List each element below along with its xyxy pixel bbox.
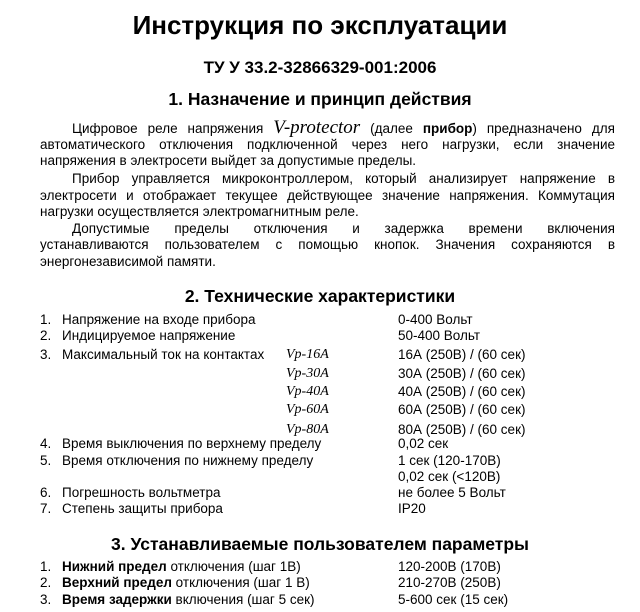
rest-text: ) предназначено для bbox=[472, 121, 615, 136]
param-name: Верхний предел bbox=[62, 575, 172, 590]
device-term: прибор bbox=[422, 121, 473, 136]
brand-name: V-protector bbox=[273, 117, 361, 138]
spec-value: 80А (250В) / (60 сек) bbox=[398, 422, 526, 437]
param-value: 120-200В (170В) bbox=[398, 559, 501, 574]
model-name: Vp-80A bbox=[286, 422, 329, 437]
spec-label: Напряжение на входе прибора bbox=[62, 312, 256, 327]
spec-row bbox=[0, 485, 640, 501]
spec-value: 0,02 сек (<120В) bbox=[398, 469, 501, 484]
spec-value: 1 сек (120-170В) bbox=[398, 453, 501, 468]
spec-value: 40А (250В) / (60 сек) bbox=[398, 384, 526, 399]
spec-value: 16А (250В) / (60 сек) bbox=[398, 347, 526, 362]
spec-value: 50-400 Вольт bbox=[398, 328, 481, 343]
list-number: 6. bbox=[40, 485, 52, 500]
spec-subrow bbox=[0, 384, 640, 400]
list-number: 5. bbox=[40, 453, 52, 468]
model-name: Vp-40A bbox=[286, 384, 329, 399]
spec-value: 30А (250В) / (60 сек) bbox=[398, 366, 526, 381]
list-number: 1. bbox=[40, 312, 52, 327]
param-desc: включения (шаг 5 сек) bbox=[175, 592, 315, 607]
document-title: Инструкция по эксплуатации bbox=[132, 10, 508, 40]
param-desc: отключения (шаг 1В) bbox=[170, 559, 301, 574]
spec-label: Степень защиты прибора bbox=[62, 501, 223, 516]
param-label bbox=[62, 559, 301, 575]
param-label bbox=[62, 575, 310, 591]
spec-value: не более 5 Вольт bbox=[398, 485, 506, 500]
spec-value: 0-400 Вольт bbox=[398, 312, 473, 327]
paragraph-2-line-3: нагрузки осуществляется электромагнитным реле. bbox=[40, 204, 359, 219]
spec-label: Время выключения по верхнему пределу bbox=[62, 436, 322, 451]
spec-row bbox=[0, 347, 640, 363]
list-number: 3. bbox=[40, 592, 52, 607]
paragraph-2-line-2: электросети и отображает текущее действующее значение напряжения. Коммутация bbox=[40, 188, 615, 203]
model-name: Vp-60A bbox=[286, 402, 329, 417]
model-name: Vp-30A bbox=[286, 366, 329, 381]
param-name: Время задержки bbox=[62, 592, 172, 607]
intro-text: Цифровое реле напряжения bbox=[72, 121, 264, 136]
param-label bbox=[62, 592, 315, 608]
spec-row bbox=[0, 436, 640, 452]
paragraph-3-line-1: Допустимые пределы отключения и задержка времени включения bbox=[72, 221, 615, 236]
param-row bbox=[0, 592, 640, 608]
spec-subrow bbox=[0, 402, 640, 418]
spec-subrow bbox=[0, 366, 640, 382]
param-row bbox=[0, 559, 640, 575]
spec-value: 0,02 сек bbox=[398, 436, 449, 451]
model-name: Vp-16A bbox=[286, 347, 329, 362]
param-row bbox=[0, 575, 640, 591]
spec-row bbox=[0, 312, 640, 328]
section-3-heading: 3. Устанавливаемые пользователем параметры bbox=[110, 534, 530, 554]
spec-row bbox=[0, 501, 640, 517]
paragraph-2-line-1: Прибор управляется микроконтроллером, который анализирует напряжение в bbox=[72, 171, 615, 186]
paragraph-1-line-1 bbox=[72, 117, 615, 138]
paragraph-3-line-2: устанавливаются пользователем с помощью кнопок. Значения сохраняются в bbox=[40, 237, 615, 252]
list-number: 2. bbox=[40, 328, 52, 343]
paragraph-3-line-3: энергонезависимой памяти. bbox=[40, 254, 216, 269]
spec-value: IP20 bbox=[398, 501, 426, 516]
list-number: 7. bbox=[40, 501, 52, 516]
spec-value: 60А (250В) / (60 сек) bbox=[398, 402, 526, 417]
section-2-heading: 2. Технические характеристики bbox=[184, 286, 456, 306]
param-value: 5-600 сек (15 сек) bbox=[398, 592, 509, 607]
spec-row bbox=[0, 453, 640, 469]
param-value: 210-270В (250В) bbox=[398, 575, 501, 590]
param-name: Нижний предел bbox=[62, 559, 167, 574]
list-number: 4. bbox=[40, 436, 52, 451]
spec-label: Время отключения по нижнему пределу bbox=[62, 453, 314, 468]
list-number: 2. bbox=[40, 575, 52, 590]
spec-label: Индицируемое напряжение bbox=[62, 328, 236, 343]
paragraph-1-line-2: автоматического отключения подключенной через него нагрузки, если значение bbox=[40, 137, 615, 152]
spec-row bbox=[0, 328, 640, 344]
list-number: 3. bbox=[40, 347, 52, 362]
spec-label: Погрешность вольтметра bbox=[62, 485, 221, 500]
paren-text: (далее bbox=[370, 121, 413, 136]
spec-code: ТУ У 33.2-32866329-001:2006 bbox=[203, 58, 437, 77]
param-desc: отключения (шаг 1 В) bbox=[175, 575, 310, 590]
section-1-heading: 1. Назначение и принцип действия bbox=[168, 89, 472, 109]
list-number: 1. bbox=[40, 559, 52, 574]
spec-subrow bbox=[0, 469, 640, 485]
paragraph-1-line-3: напряжения в электросети выйдет за допустимые пределы. bbox=[40, 153, 417, 168]
spec-label: Максимальный ток на контактах bbox=[62, 347, 265, 362]
